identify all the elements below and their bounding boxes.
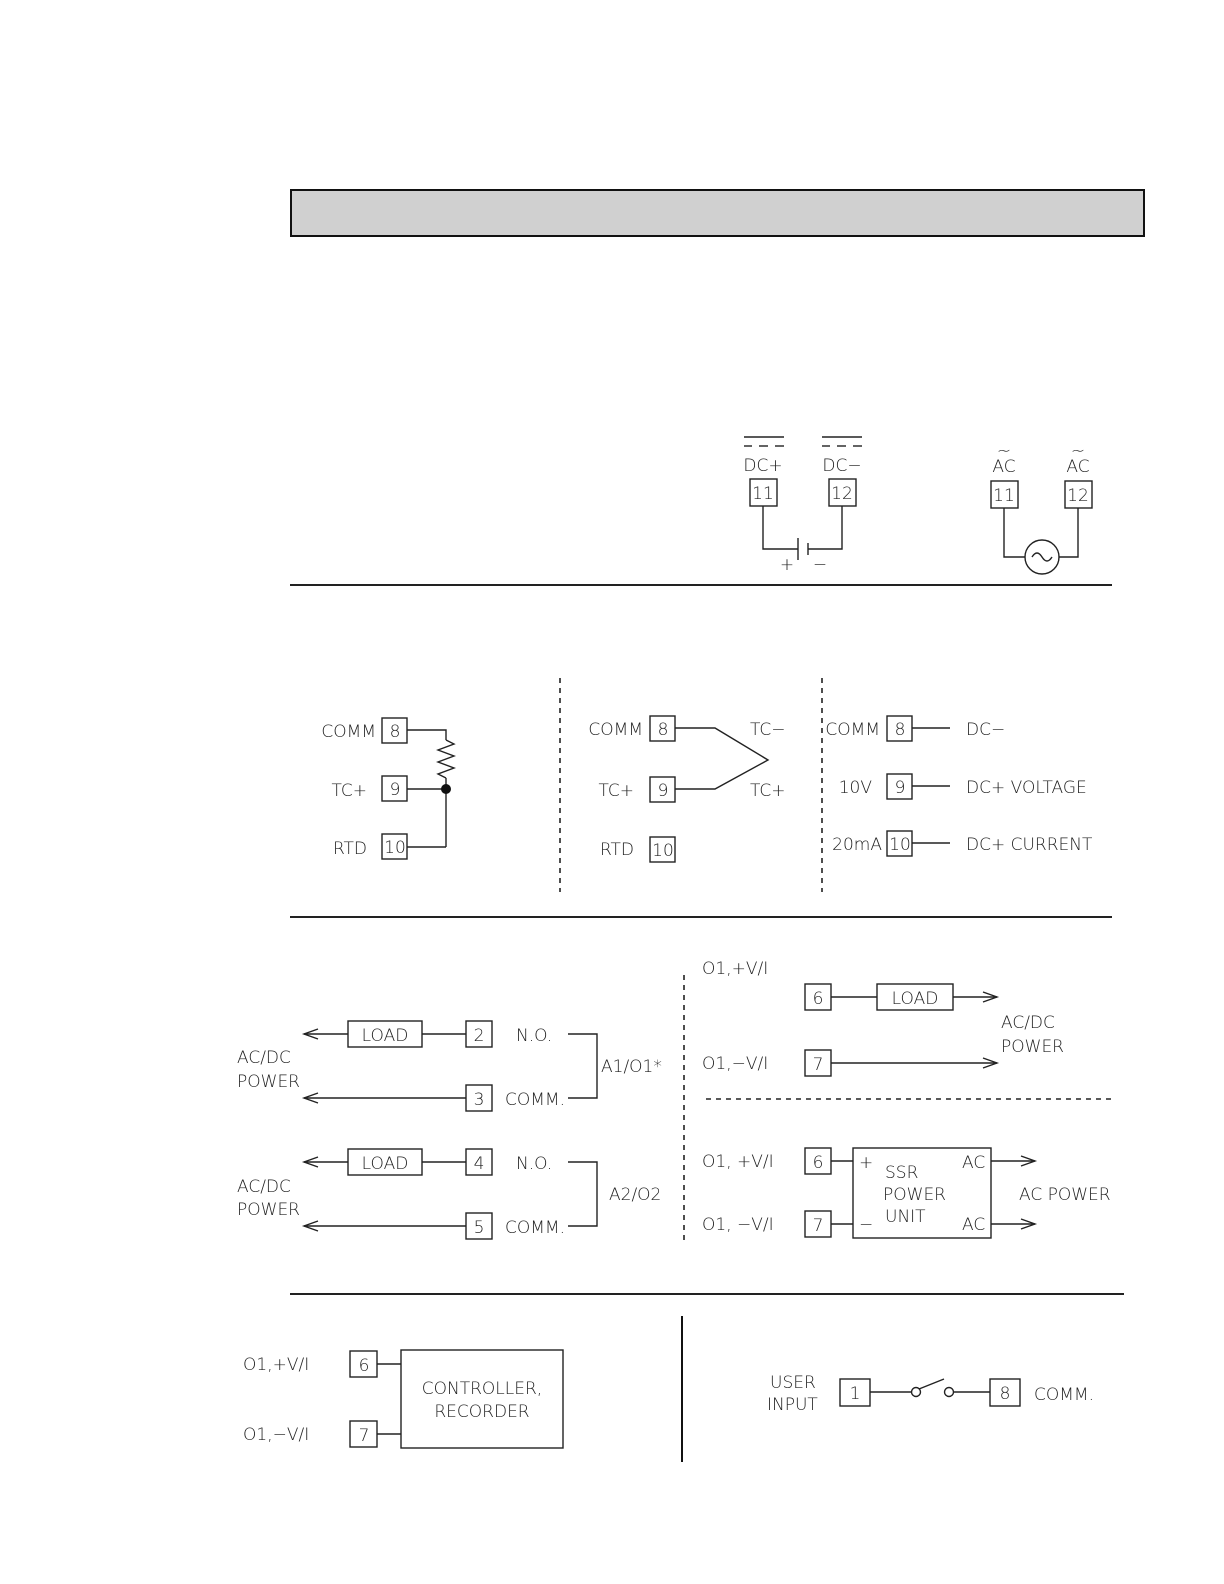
ssr-plus-sign: + [859,1153,874,1173]
ctrl-terminal-7: 7 [358,1426,370,1446]
relay1-power-label-1: AC/DC [237,1048,291,1068]
rtd-terminal-9: 9 [389,780,401,800]
ssr-unit-line-1: SSR [885,1163,919,1183]
proc-terminal-10: 10 [889,835,911,855]
relay2-no-label: N.O. [516,1154,553,1174]
dc-plus-label: DC+ [743,456,783,476]
proc-dc-current-label: DC+ CURRENT [966,835,1093,855]
relay-terminal-5: 5 [473,1218,485,1238]
ctrl-minus-label: O1,−V/I [243,1425,310,1445]
proc-10v-label: 10V [838,778,872,798]
thermocouple-input-wiring [588,716,785,862]
rtd-resistor-icon [438,740,454,778]
relay2-power-label-1: AC/DC [237,1177,291,1197]
tc-comm-label: COMM [588,720,643,740]
ssr-unit-line-3: UNIT [885,1207,926,1227]
ssr-terminal-6: 6 [812,1153,824,1173]
analog-terminal-6: 6 [812,989,824,1009]
tc-rtd-label: RTD [599,840,634,860]
ssr-minus-sign: − [859,1215,874,1235]
tc-tcplus-label: TC+ [598,781,634,801]
relay1-no-label: N.O. [516,1026,553,1046]
relay2-a2-label: A2/O2 [609,1185,662,1205]
ssr-unit-line-2: POWER [883,1185,946,1205]
battery-minus-sign: − [812,555,828,575]
proc-terminal-8: 8 [894,720,906,740]
ctrl-terminal-6: 6 [358,1356,370,1376]
rtd-rtd-label: RTD [332,839,367,859]
relay2-load-label: LOAD [361,1154,409,1174]
ssr-minus-label: O1, −V/I [702,1215,774,1235]
user-terminal-1: 1 [849,1384,861,1404]
relay1-comm-label: COMM. [505,1090,565,1110]
relay1-bracket [568,1034,597,1098]
ac-tilde-left: ~ [996,441,1012,461]
controller-recorder-box [401,1350,563,1448]
junction-dot [441,784,451,794]
relay1-a1-label: A1/O1* [601,1057,662,1077]
tc-plus-out-label: TC+ [750,781,786,801]
tc-minus-out-label: TC− [750,720,786,740]
ac-right-label: AC [1066,457,1090,477]
terminal-12-label: 12 [831,484,853,504]
relay2-bracket [568,1162,597,1226]
ac-left-label: AC [992,457,1016,477]
proc-20ma-label: 20mA [832,835,882,855]
rtd-tcplus-label: TC+ [331,781,367,801]
battery-plus-sign: + [779,555,795,575]
proc-terminal-9: 9 [894,778,906,798]
tc-terminal-9: 9 [657,781,669,801]
tc-terminal-10: 10 [652,841,674,861]
proc-dc-voltage-label: DC+ VOLTAGE [966,778,1087,798]
rtd-terminal-8: 8 [389,722,401,742]
analog-load-label: LOAD [891,989,939,1009]
user-input-label-2: INPUT [767,1395,818,1415]
relay2-comm-label: COMM. [505,1218,565,1238]
analog-power-label-1: AC/DC [1001,1013,1055,1033]
dc-minus-label: DC− [822,456,862,476]
rtd-terminal-10: 10 [384,838,406,858]
relay2-power-label-2: POWER [237,1200,300,1220]
analog-minus-label: O1,−V/I [702,1054,769,1074]
ssr-output-wiring [702,1148,1111,1238]
user-input-wiring [767,1373,1094,1415]
relay-output-wiring [237,1021,662,1239]
ssr-ac-bottom-label: AC [962,1215,986,1235]
proc-dc-minus-label: DC− [966,720,1006,740]
terminal-11-label: 11 [752,484,774,504]
relay1-load-label: LOAD [361,1026,409,1046]
user-comm-label: COMM. [1034,1385,1094,1405]
ctrl-box-line-1: CONTROLLER, [421,1379,543,1399]
relay-terminal-2: 2 [473,1026,485,1046]
proc-comm-label: COMM [825,720,880,740]
relay-terminal-4: 4 [473,1154,485,1174]
ac-tilde-right: ~ [1070,441,1086,461]
ac-power-wiring [991,441,1092,574]
ctrl-plus-label: O1,+V/I [243,1355,310,1375]
ac-terminal-12-label: 12 [1067,486,1089,506]
process-input-wiring [825,716,1093,856]
user-input-label-1: USER [770,1373,816,1393]
analog-terminal-7: 7 [812,1055,824,1075]
ctrl-box-line-2: RECORDER [434,1402,530,1422]
rtd-comm-label: COMM [321,722,376,742]
analog-power-label-2: POWER [1001,1037,1064,1057]
analog-load-output-wiring [702,959,1064,1076]
dc-power-wiring [743,437,862,575]
section-header-bar [291,190,1144,236]
tc-terminal-8: 8 [657,720,669,740]
ssr-plus-label: O1, +V/I [702,1152,774,1172]
ssr-terminal-7: 7 [812,1216,824,1236]
ssr-ac-top-label: AC [962,1153,986,1173]
relay-terminal-3: 3 [473,1090,485,1110]
controller-recorder-wiring [243,1350,563,1448]
user-terminal-8: 8 [999,1384,1011,1404]
relay1-power-label-2: POWER [237,1072,300,1092]
ssr-ac-power-label: AC POWER [1019,1185,1111,1205]
rtd-input-wiring [321,718,454,859]
ac-terminal-11-label: 11 [993,486,1015,506]
analog-plus-label: O1,+V/I [702,959,769,979]
